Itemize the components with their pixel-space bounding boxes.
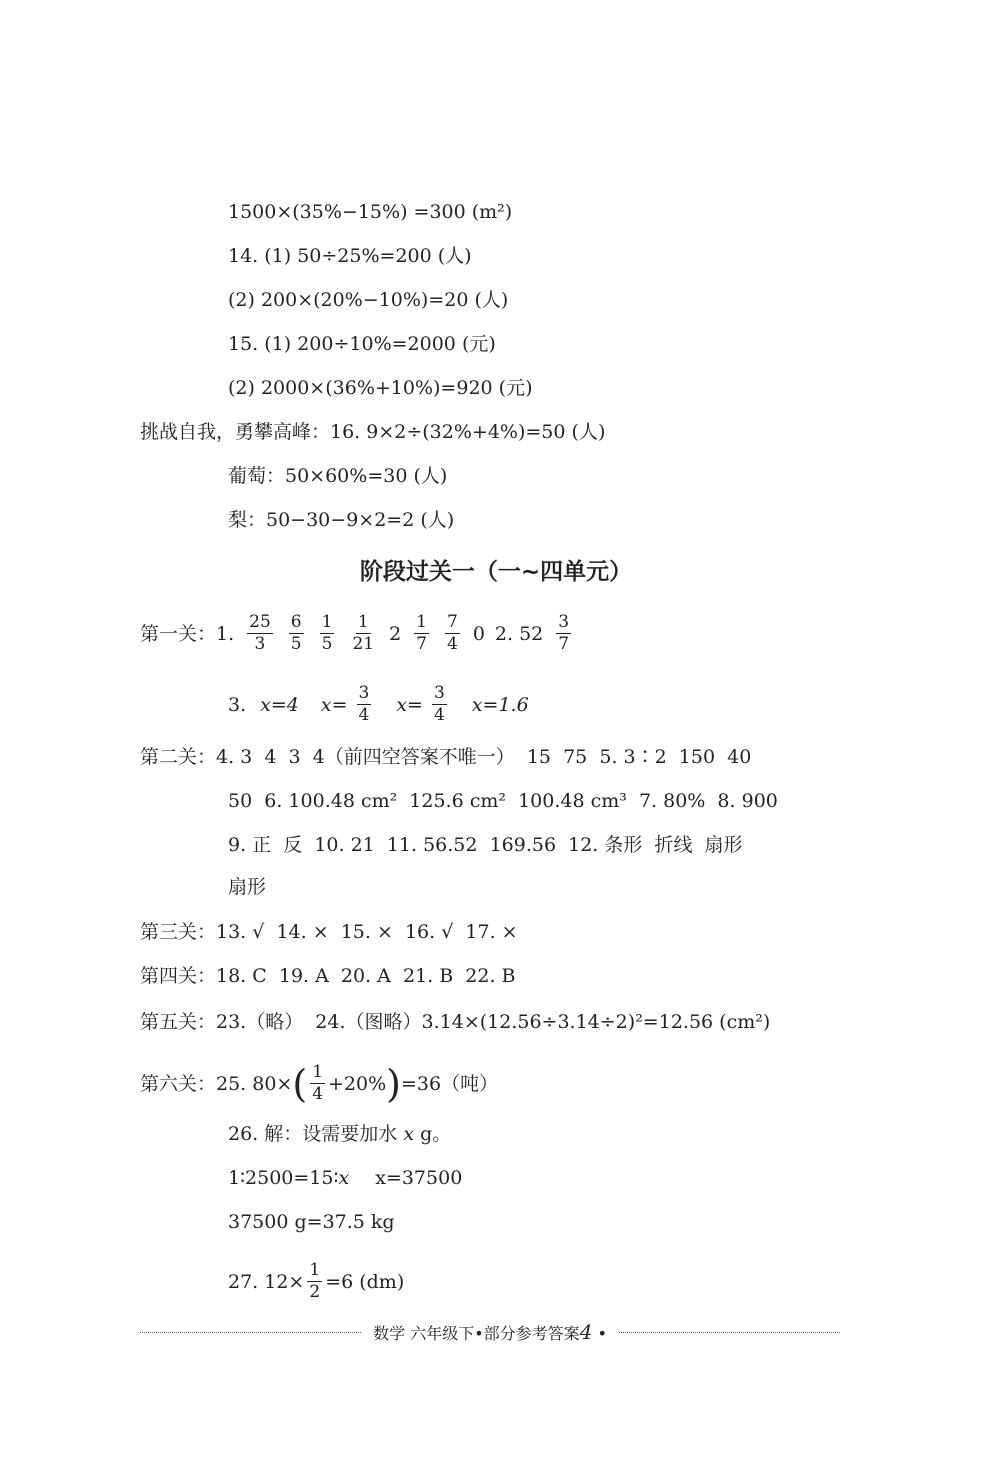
l27-a: 27. 12× <box>228 1270 305 1293</box>
paren-close: ) <box>386 1061 401 1106</box>
fraction: $\frac{1}{7}$ <box>416 612 427 654</box>
g2-row2: 50 6. 100.48 cm² 125.6 cm² 100.48 cm³ 7. 80% 8. 900 <box>228 790 778 812</box>
var-x: x <box>403 1123 415 1145</box>
footer-dot: • <box>597 1324 607 1343</box>
line-15-1: 15. (1) 200÷10%=2000 (元) <box>228 333 496 355</box>
ratio-a: 1∶2500=15∶ <box>228 1167 339 1189</box>
fraction: $\frac{3}{4}$ <box>358 683 370 725</box>
x2: x= <box>320 693 348 716</box>
fraction: $\frac{7}{4}$ <box>447 612 458 654</box>
g2-row4: 扇形 <box>228 876 267 898</box>
g4: 第四关：18. C 19. A 20. A 21. B 22. B <box>140 965 516 987</box>
g5: 第五关：23.（略） 24.（图略）3.14×(12.56÷3.14÷2)²=12.56 (cm²) <box>140 1011 771 1033</box>
q2: 2. 52 <box>494 622 544 645</box>
g6-a: 第六关：25. 80× <box>140 1072 293 1095</box>
footer-text: 数学 六年级下•部分参考答案4 • <box>373 1320 607 1344</box>
fraction: $\frac{1}{21}$ <box>352 612 375 654</box>
l27-b: =6 (dm) <box>325 1270 405 1293</box>
fraction: $\frac{1}{2}$ <box>309 1260 321 1302</box>
line-pear: 梨：50−30−9×2=2 (人) <box>228 509 455 531</box>
fraction: $\frac{3}{4}$ <box>433 683 445 725</box>
g6-b: +20% <box>328 1072 387 1095</box>
line-1500: 1500×(35%−15%) =300 (m²) <box>228 201 513 223</box>
g1-row2 <box>228 685 529 724</box>
page-number: 4 <box>579 1320 593 1344</box>
x1: x=4 <box>260 693 299 716</box>
g2-row1: 第二关：4. 3 4 3 4（前四空答案不唯一） 15 75 5. 3∶2 150 40 <box>140 746 752 768</box>
value: 2 <box>389 622 402 645</box>
line-challenge: 挑战自我，勇攀高峰：16. 9×2÷(32%+4%)=50 (人) <box>140 421 606 443</box>
g6-row1 <box>140 1061 499 1106</box>
ratio-b: x=37500 <box>375 1167 463 1189</box>
line-kg: 37500 g=37.5 kg <box>228 1211 395 1233</box>
fraction: $\frac{1}{5}$ <box>321 612 333 654</box>
line-ratio <box>228 1166 462 1190</box>
line-grape: 葡萄：50×60%=30 (人) <box>228 465 448 487</box>
g3: 第三关：13. √ 14. × 15. × 16. √ 17. × <box>140 921 518 943</box>
g2-row3: 9. 正 反 10. 21 11. 56.52 169.56 12. 条形 折线 扇形 <box>228 834 743 856</box>
l26-unit: g。 <box>420 1123 452 1145</box>
footer-rule-right <box>619 1332 840 1333</box>
g6-c: =36（吨） <box>401 1072 499 1095</box>
page-footer <box>140 1320 840 1344</box>
line-14-2: (2) 200×(20%−10%)=20 (人) <box>228 289 509 311</box>
fraction: $\frac{6}{5}$ <box>290 612 302 654</box>
paren-open: ( <box>292 1061 308 1106</box>
g1-label: 第一关：1. <box>140 622 235 645</box>
value: 0 <box>472 622 485 645</box>
footer-rule-left <box>140 1332 361 1333</box>
line-15-2: (2) 2000×(36%+10%)=920 (元) <box>228 377 533 399</box>
l26-text: 26. 解：设需要加水 <box>228 1123 398 1145</box>
line-26 <box>228 1122 451 1146</box>
fraction: $\frac{25}{3}$ <box>249 612 271 654</box>
line-14-1: 14. (1) 50÷25%=200 (人) <box>228 245 472 267</box>
section-title: 阶段过关一（一~四单元） <box>359 559 633 585</box>
fraction: $\frac{3}{7}$ <box>558 612 570 654</box>
g1-row1 <box>140 614 574 653</box>
x3: x= <box>396 693 423 716</box>
fraction: $\frac{1}{4}$ <box>312 1062 324 1104</box>
q3: 3. <box>228 693 247 716</box>
var-x: x <box>338 1167 350 1189</box>
line-27 <box>228 1262 404 1301</box>
x4: x=1.6 <box>471 693 529 716</box>
